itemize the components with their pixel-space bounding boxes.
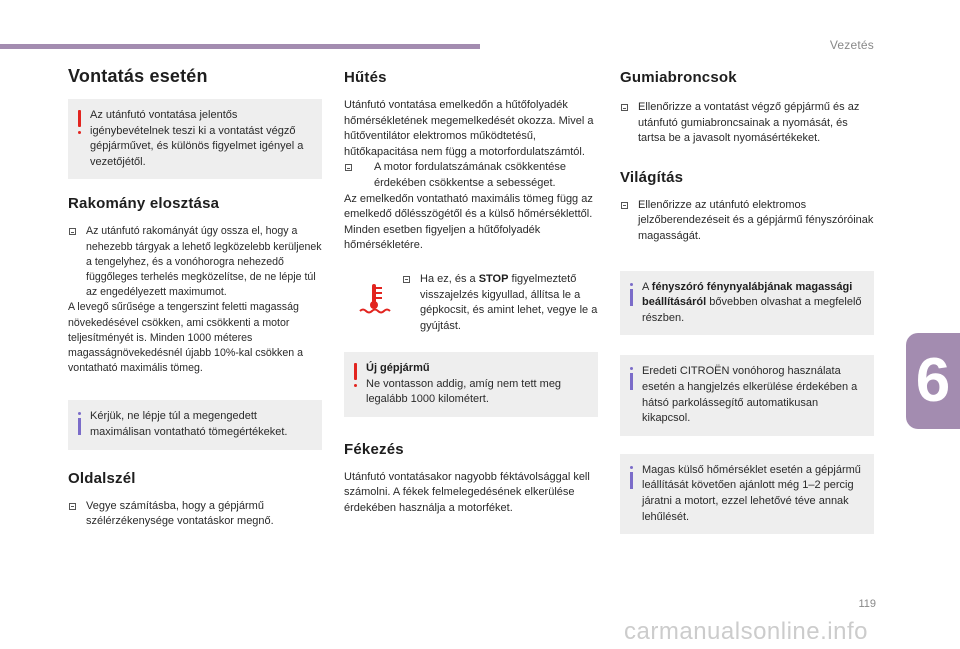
info-icon <box>630 283 634 307</box>
checkbox-bullet-icon <box>403 276 410 283</box>
column-right <box>620 60 874 534</box>
section-title-towing: Vontatás esetén <box>68 66 208 86</box>
cooling-paragraph-2: Az emelkedőn vontatható maximális tömeg függ az emelkedő dőlésszögétől és a külső hőmérséklettől. Minden esetben figyeljen a hűtőfolyadék hőmérsékletére. <box>344 192 593 252</box>
column-left <box>68 60 322 530</box>
page-number: 119 <box>858 598 876 610</box>
cooling-bullet-text: A motor fordulatszámának csökkentése érdekében csökkentse a sebességet. <box>374 161 566 189</box>
braking-paragraph: Utánfutó vontatásakor nagyobb féktávolsággal kell számolni. A fékek felmelegedésének elkerülése érdekében használja a motorféket. <box>344 470 590 514</box>
headlamp-info-suffix: bővebben olvashat a megfelelő részben. <box>642 296 862 324</box>
section-title-braking: Fékezés <box>344 440 404 458</box>
stop-warning-bullet <box>402 272 598 334</box>
checkbox-bullet-icon <box>345 164 352 171</box>
new-car-title: Új gépjármű <box>366 361 430 374</box>
section-title-crosswind: Oldalszél <box>68 469 136 487</box>
coolant-warning-row <box>344 270 598 338</box>
info-icon <box>78 412 82 436</box>
info-box-headlamp <box>620 271 874 336</box>
exclamation-icon <box>354 363 358 389</box>
warning-box-new-car <box>344 352 598 417</box>
new-car-text: Ne vontasson addig, amíg nem tett meg legalább 1000 kilométert. <box>366 377 562 406</box>
info-box-towbar <box>620 355 874 435</box>
new-car-title-line <box>366 361 588 377</box>
chapter-number: 6 <box>915 346 951 415</box>
watermark: carmanualsonline.info <box>624 618 868 645</box>
exclamation-icon <box>78 110 82 136</box>
crosswind-bullet <box>68 499 322 530</box>
checkbox-bullet-icon <box>621 202 628 209</box>
cooling-paragraph-1: Utánfutó vontatása emelkedőn a hűtőfolyadék hőmérsékletének megemelkedését okozza. Mivel a hűtőventilátor elektromos működtetésű, hűtőkapacitása nem függ a motorfordulatszámtól. <box>344 99 594 158</box>
header-accent-bar <box>0 44 480 49</box>
temperature-info-text: Magas külső hőmérséklet esetén a gépjármű leállítását követően ajánlott még 1–2 percig járatni a motort, ezzel lehetővé téve annak lehűlését. <box>642 463 861 523</box>
checkbox-bullet-icon <box>621 104 628 111</box>
info-box-load <box>68 400 322 449</box>
load-paragraph: A levegő sűrűsége a tengerszint feletti magasság növekedésével csökken, ami csökkenti a motor teljesítményét is. Minden 1000 méteres magasságnövekedésnél újabb 10%-kal csökken a vontatható maximális tömeg. <box>68 301 303 375</box>
headlamp-info-bold: fényszóró fénynyalábjának magassági beállításáról <box>642 280 853 309</box>
stop-text-suffix: figyelmeztető visszajelzés kigyullad, állítsa le a gépkocsit, és amint lehet, vegye le a gyújtást. <box>420 272 598 332</box>
section-title-tyres: Gumiabroncsok <box>620 69 737 86</box>
checkbox-bullet-icon <box>69 503 76 510</box>
section-title-lights: Világítás <box>620 168 684 186</box>
load-info-text: Kérjük, ne lépje túl a megengedett maximálisan vontatható tömegértékeket. <box>90 410 288 438</box>
info-icon <box>630 466 634 490</box>
headlamp-info-text <box>642 280 864 327</box>
info-box-temperature <box>620 454 874 534</box>
crosswind-bullet-text: Vegye számításba, hogy a gépjármű szélérzékenysége vontatáskor megnő. <box>86 499 274 528</box>
chapter-title: Vezetés <box>829 38 874 52</box>
cooling-bullet <box>344 160 598 191</box>
lights-bullet-text: Ellenőrizze az utánfutó elektromos jelzőberendezéseit és a gépjármű fényszóróinak magasságát. <box>638 198 874 242</box>
stop-keyword: STOP <box>478 272 509 285</box>
stop-text-prefix: Ha ez, és a <box>420 272 479 285</box>
checkbox-bullet-icon <box>69 228 76 235</box>
column-middle <box>344 60 598 517</box>
coolant-temperature-icon <box>356 280 392 316</box>
load-bullet <box>68 224 322 300</box>
lights-bullet <box>620 198 874 245</box>
load-bullet-text: Az utánfutó rakományát úgy ossza el, hogy a nehezebb tárgyak a lehető legközelebb kerüljenek a tengelyhez, és a vonóhorogra nehezedő függőleges terhelés megközelítse, de ne lépje túl az engedélyezett maximumot. <box>86 225 322 299</box>
tyre-bullet-text: Ellenőrizze a vontatást végző gépjármű és az utánfutó gumiabroncsainak a nyomását, és tartsa be a javasolt nyomásértékeket. <box>638 101 860 145</box>
section-title-cooling: Hűtés <box>344 69 387 86</box>
chapter-tab <box>906 333 960 429</box>
tyre-bullet <box>620 100 874 147</box>
warning-box-towing <box>68 99 322 179</box>
section-title-load: Rakomány elosztása <box>68 195 220 213</box>
headlamp-info-prefix: A <box>642 280 652 293</box>
towbar-info-text: Eredeti CITROËN vonóhorog használata esetén a hangjelzés elkerülése érdekében a hátsó parkolássegítő automatikusan kikapcsol. <box>642 365 858 425</box>
warning-text: Az utánfutó vontatása jelentős igénybevételnek teszi ki a vontatást végző gépjárművet, és különös figyelmet igényel a vezetőjétől. <box>90 109 304 168</box>
info-icon <box>630 367 634 391</box>
